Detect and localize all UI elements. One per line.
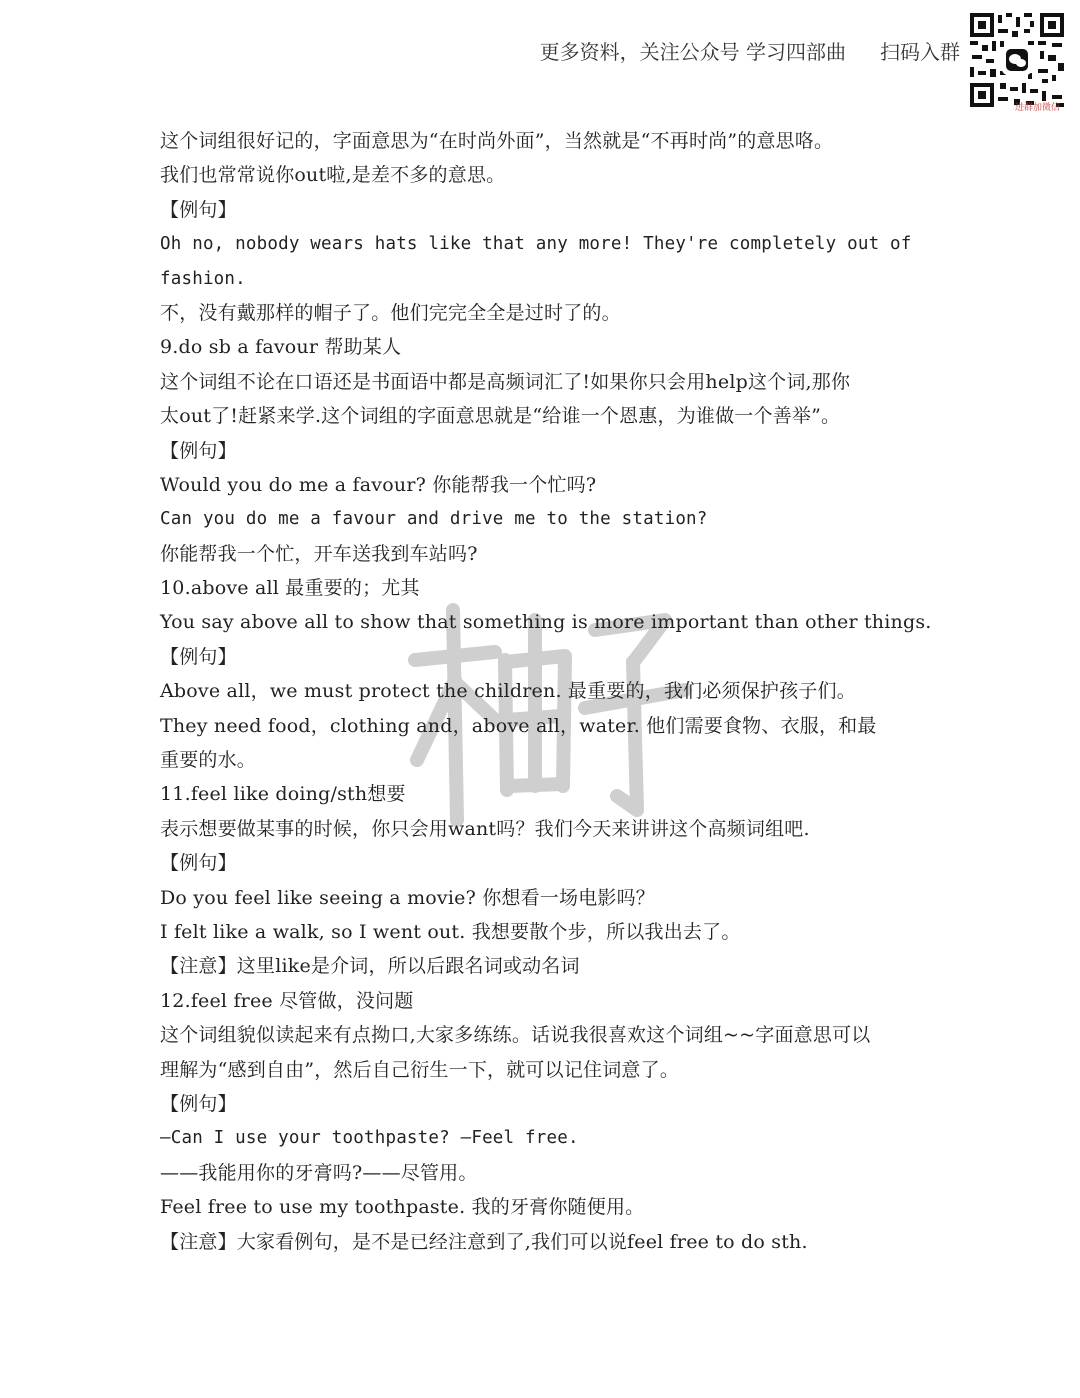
header-text: 更多资料，关注公众号 学习四部曲 (539, 40, 846, 64)
translation-line: 重要的水。 (160, 749, 257, 772)
qr-code-icon[interactable] (968, 6, 1066, 114)
example-sentence: Above all，we must protect the children. 最重要的，我们必须保护孩子们。 (160, 680, 856, 703)
phrase-heading: 11.feel like doing/sth想要 (160, 783, 406, 806)
phrase-heading: 10.above all 最重要的；尤其 (160, 577, 420, 600)
text-line: 太out了!赶紧来学.这个词组的字面意思就是“给谁一个恩惠，为谁做一个善举”。 (160, 405, 841, 428)
translation-line: 不，没有戴那样的帽子了。他们完完全全是过时了的。 (160, 301, 621, 324)
document-body (160, 124, 940, 1259)
definition-line: You say above all to show that something is more important than other things. (160, 611, 932, 634)
phrase-heading: 12.feel free 尽管做，没问题 (160, 989, 414, 1012)
example-sentence: —Can I use your toothpaste? —Feel free. (160, 1128, 579, 1149)
example-heading: 【例句】 (160, 645, 237, 668)
example-sentence: They need food，clothing and，above all，water. 他们需要食物、衣服，和最 (160, 714, 877, 737)
example-sentence: Oh no, nobody wears hats like that any more! They're completely out of (160, 234, 912, 255)
text-line: 表示想要做某事的时候，你只会用want吗？我们今天来讲讲这个高频词组吧. (160, 817, 810, 840)
example-heading: 【例句】 (160, 439, 237, 462)
text-line: 这个词组貌似读起来有点拗口,大家多练练。话说我很喜欢这个词组~~字面意思可以 (160, 1024, 871, 1047)
example-heading: 【例句】 (160, 1092, 237, 1115)
example-sentence: fashion. (160, 268, 246, 289)
example-heading: 【例句】 (160, 198, 237, 221)
example-sentence: Can you do me a favour and drive me to the station? (160, 509, 708, 530)
example-heading: 【例句】 (160, 852, 237, 875)
header-scan-text: 扫码入群 (880, 40, 960, 64)
page-header (0, 36, 960, 65)
example-sentence: Feel free to use my toothpaste. 我的牙膏你随便用。 (160, 1196, 645, 1219)
note-line: 【注意】大家看例句，是不是已经注意到了,我们可以说feel free to do sth. (160, 1230, 808, 1253)
text-line: 理解为“感到自由”，然后自己衍生一下，就可以记住词意了。 (160, 1058, 680, 1081)
note-line: 【注意】这里like是介词，所以后跟名词或动名词 (160, 955, 580, 978)
translation-line: 你能帮我一个忙，开车送我到车站吗? (160, 542, 478, 565)
text-line: 这个词组不论在口语还是书面语中都是高频词汇了!如果你只会用help这个词,那你 (160, 370, 851, 393)
text-line: 这个词组很好记的，字面意思为“在时尚外面”，当然就是“不再时尚”的意思咯。 (160, 130, 834, 152)
phrase-heading: 9.do sb a favour 帮助某人 (160, 336, 402, 359)
example-sentence: Would you do me a favour? 你能帮我一个忙吗? (160, 473, 597, 496)
example-sentence: Do you feel like seeing a movie? 你想看一场电影吗？ (160, 886, 656, 909)
qr-label: 进群加微信 (1014, 103, 1060, 113)
translation-line: ——我能用你的牙膏吗?——尽管用。 (160, 1161, 478, 1184)
example-sentence: I felt like a walk, so I went out. 我想要散个步，所以我出去了。 (160, 920, 741, 943)
text-line: 我们也常常说你out啦,是差不多的意思。 (160, 164, 506, 187)
